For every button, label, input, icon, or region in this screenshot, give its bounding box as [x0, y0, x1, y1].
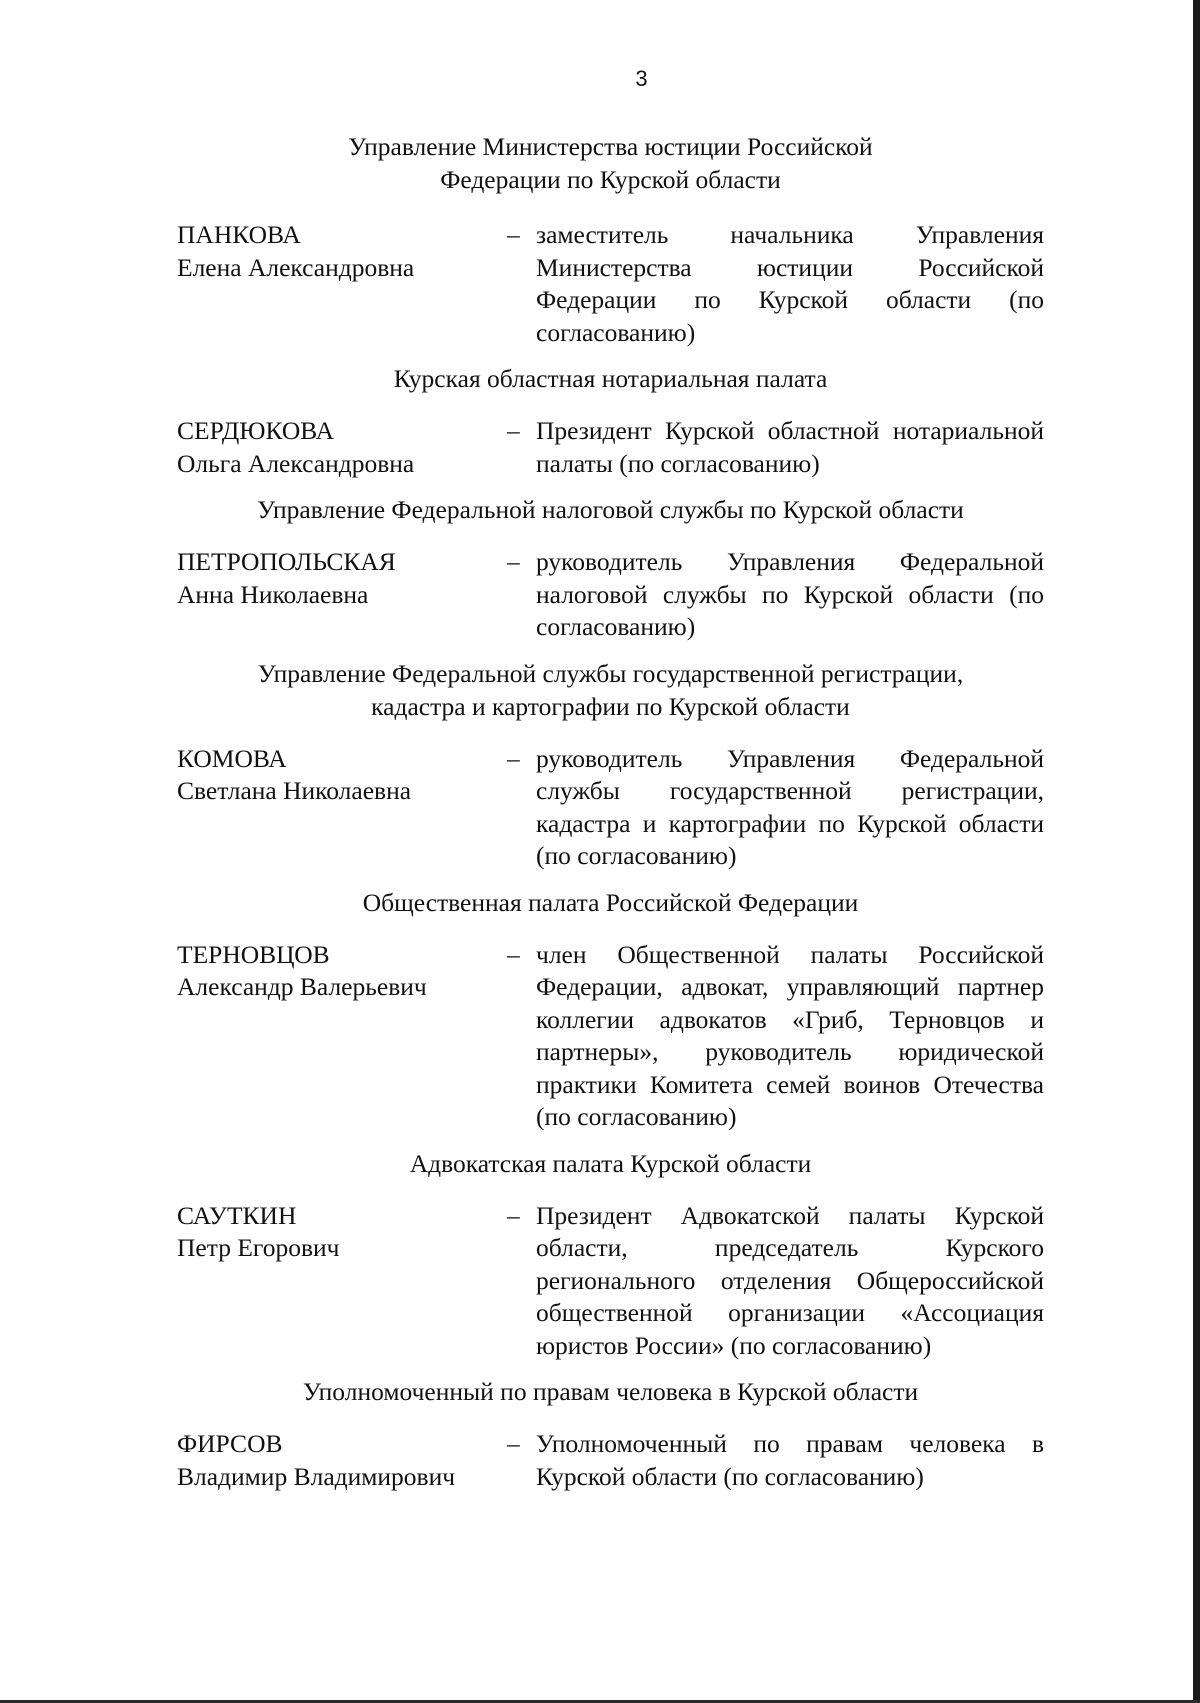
dash-separator: –: [507, 1200, 520, 1230]
dash-separator: –: [507, 220, 520, 249]
member-name: [177, 415, 507, 480]
member-name: [177, 743, 507, 873]
member-surname: ПАНКОВА: [177, 220, 301, 249]
commission-members-list: [177, 130, 1044, 1493]
section-heading: Общественная палата Российской Федерации: [362, 887, 859, 917]
scan-edge-right: [1193, 0, 1200, 1703]
section-ministry-of-justice: [177, 130, 1044, 349]
section-heading: Уполномоченный по правам человека в Курской области: [302, 1377, 919, 1406]
dash-separator: –: [507, 547, 520, 576]
member-entry: [177, 939, 1044, 1134]
member-surname: КОМОВА: [177, 743, 287, 773]
member-role: заместитель начальника Управления Министерства юстиции Российской Федерации по Курской области (по согласованию): [536, 220, 1044, 347]
member-role: руководитель Управления Федеральной службы государственной регистрации, кадастра и картографии по Курской области (по согласованию): [536, 743, 1044, 870]
member-entry: [177, 743, 1044, 873]
section-public-chamber: [177, 886, 1044, 1134]
member-role: руководитель Управления Федеральной налоговой службы по Курской области (по согласованию): [536, 547, 1044, 641]
section-bar-chamber: [177, 1147, 1044, 1363]
member-entry: [177, 546, 1044, 644]
member-role: Уполномоченный по правам человека в Курской области (по согласованию): [536, 1429, 1044, 1491]
member-name: [177, 1428, 507, 1493]
member-entry: [177, 219, 1044, 349]
section-heading: Курская областная нотариальная палата: [393, 364, 828, 393]
dash-separator: –: [507, 1429, 520, 1458]
member-role: Президент Адвокатской палаты Курской области, председатель Курского регионального отделения Общероссийской общественной организации «Ассоциация юристов России» (по согласованию): [536, 1200, 1044, 1360]
dash-separator: –: [507, 416, 520, 445]
member-name: [177, 546, 507, 644]
member-name: [177, 939, 507, 1134]
section-notary-chamber: [177, 362, 1044, 480]
member-name: [177, 1200, 507, 1363]
member-given-name: Петр Егорович: [177, 1233, 340, 1262]
section-heading: Управление Федеральной налоговой службы по Курской области: [257, 495, 964, 524]
member-given-name: Александр Валерьевич: [177, 972, 427, 1001]
section-tax-service: [177, 493, 1044, 644]
member-role: член Общественной палаты Российской Федерации, адвокат, управляющий партнер коллегии адвокатов «Гриб, Терновцов и партнеры», руководитель юридической практики Комитета семей воинов Отечества (по согласованию): [536, 939, 1044, 1131]
member-given-name: Светлана Николаевна: [177, 776, 412, 805]
member-given-name: Владимир Владимирович: [177, 1461, 456, 1491]
section-heading: Адвокатская палата Курской области: [409, 1148, 812, 1178]
dash-separator: –: [507, 939, 520, 969]
section-heading: Управление Федеральной службы государственной регистрации, кадастра и картографии по Курской области: [257, 658, 964, 721]
member-surname: ФИРСОВ: [177, 1429, 283, 1458]
member-given-name: Анна Николаевна: [177, 579, 369, 609]
member-surname: ТЕРНОВЦОВ: [177, 939, 330, 969]
member-role: Президент Курской областной нотариальной палаты (по согласованию): [536, 416, 1044, 478]
section-rosreestr: [177, 657, 1044, 873]
section-heading: Управление Министерства юстиции Российской Федерации по Курской области: [348, 132, 873, 194]
page-number: 3: [635, 66, 648, 91]
member-surname: СЕРДЮКОВА: [177, 416, 335, 445]
member-surname: ПЕТРОПОЛЬСКАЯ: [177, 547, 396, 576]
member-name: [177, 219, 507, 349]
member-surname: САУТКИН: [177, 1200, 297, 1230]
member-entry: [177, 415, 1044, 480]
member-entry: [177, 1428, 1044, 1493]
section-human-rights-ombudsman: [177, 1375, 1044, 1493]
dash-separator: –: [507, 743, 520, 773]
member-entry: [177, 1200, 1044, 1363]
member-given-name: Елена Александровна: [177, 252, 415, 282]
member-given-name: Ольга Александровна: [177, 448, 415, 478]
